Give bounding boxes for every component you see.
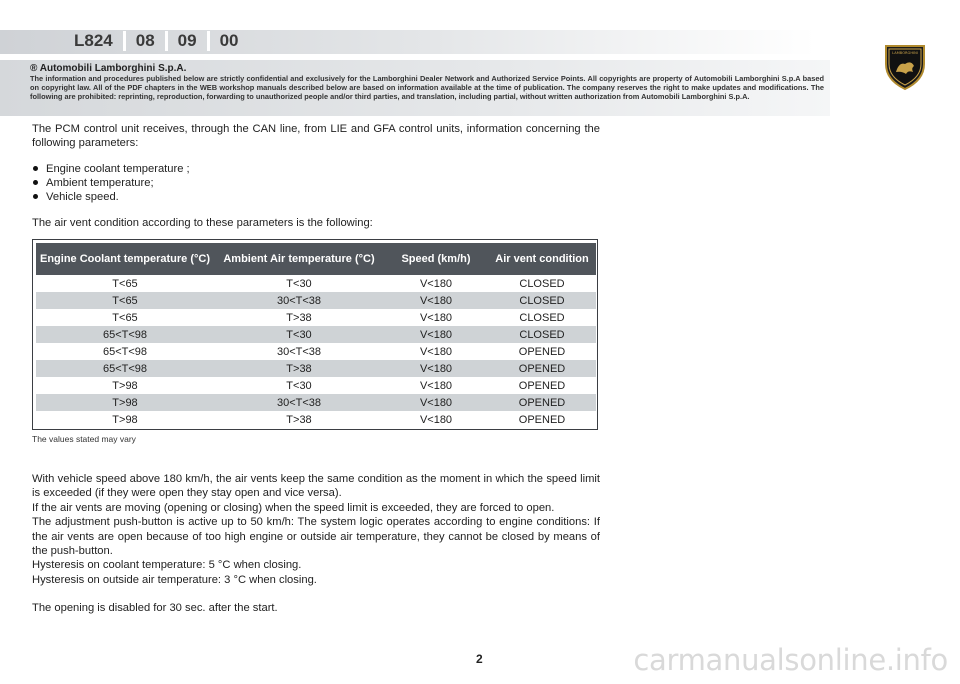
cell-speed: V<180 [384, 309, 488, 326]
header-speed: Speed (km/h) [384, 243, 488, 275]
cell-coolant: T>98 [36, 394, 214, 411]
cell-coolant: T>98 [36, 411, 214, 428]
cell-speed: V<180 [384, 292, 488, 309]
cell-condition: OPENED [488, 411, 596, 428]
cell-coolant: T>98 [36, 377, 214, 394]
cell-ambient: T>38 [214, 309, 384, 326]
cell-ambient: T<30 [214, 377, 384, 394]
table-row [36, 275, 596, 292]
table-row [36, 326, 596, 343]
intro-section [32, 122, 600, 230]
cell-ambient: T<30 [214, 275, 384, 292]
cell-ambient: T>38 [214, 411, 384, 428]
body-line-opening-disabled: The opening is disabled for 30 sec. after the start. [32, 602, 278, 615]
cell-coolant: T<65 [36, 275, 214, 292]
cell-coolant: 65<T<98 [36, 326, 214, 343]
logo-text: LAMBORGHINI [892, 51, 918, 55]
body-line-hysteresis-air: Hysteresis on outside air temperature: 3 °C when closing. [32, 573, 317, 586]
cell-condition: CLOSED [488, 275, 596, 292]
header-ambient-temp: Ambient Air temperature (°C) [214, 243, 384, 275]
cell-coolant: 65<T<98 [36, 343, 214, 360]
table-row [36, 343, 596, 360]
cell-ambient: 30<T<38 [214, 292, 384, 309]
cell-coolant: T<65 [36, 309, 214, 326]
table-row [36, 292, 596, 309]
doc-code-model: L824 [74, 31, 113, 50]
list-item: Vehicle speed. [32, 190, 600, 204]
cell-ambient: 30<T<38 [214, 394, 384, 411]
cell-condition: OPENED [488, 377, 596, 394]
table-note: The values stated may vary [32, 434, 136, 444]
cell-ambient: 30<T<38 [214, 343, 384, 360]
code-separator [207, 31, 210, 51]
watermark: carmanualsonline.info [633, 643, 948, 677]
body-line-speed-limit: With vehicle speed above 180 km/h, the air vents keep the same condition as the moment in which the speed limit is exceeded (if they were open they stay open and vice versa). [32, 473, 600, 500]
code-separator [165, 31, 168, 51]
table-row [36, 377, 596, 394]
cell-condition: CLOSED [488, 309, 596, 326]
copyright-notice [30, 63, 824, 102]
cell-ambient: T<30 [214, 326, 384, 343]
header-vent-condition: Air vent condition [488, 243, 596, 275]
cell-coolant: T<65 [36, 292, 214, 309]
copyright-title: ® Automobili Lamborghini S.p.A. [30, 63, 187, 74]
body-section [32, 472, 600, 616]
cell-condition: CLOSED [488, 326, 596, 343]
parameter-list [32, 162, 600, 204]
body-line-hysteresis-coolant: Hysteresis on coolant temperature: 5 °C when closing. [32, 559, 302, 572]
list-item: Engine coolant temperature ; [32, 162, 600, 176]
table-row [36, 411, 596, 428]
cell-speed: V<180 [384, 377, 488, 394]
code-separator [123, 31, 126, 51]
doc-code-group: 08 [135, 31, 155, 50]
table-lead: The air vent condition according to these parameters is the following: [32, 216, 373, 229]
body-spacer [32, 587, 600, 601]
air-vent-table-frame [32, 239, 598, 430]
table-row [36, 360, 596, 377]
intro-paragraph: The PCM control unit receives, through the CAN line, from LIE and GFA control units, information concerning the following parameters: [32, 123, 600, 150]
header-coolant-temp: Engine Coolant temperature (°C) [36, 243, 214, 275]
cell-speed: V<180 [384, 411, 488, 428]
cell-speed: V<180 [384, 360, 488, 377]
cell-speed: V<180 [384, 343, 488, 360]
cell-condition: CLOSED [488, 292, 596, 309]
cell-coolant: 65<T<98 [36, 360, 214, 377]
cell-condition: OPENED [488, 394, 596, 411]
cell-condition: OPENED [488, 360, 596, 377]
body-line-push-button: The adjustment push-button is active up to 50 km/h: The system logic operates according to engine conditions: If the air vents are open because of too high engine or outside air temperature, they cannot be closed by means of the push-button. [32, 516, 600, 558]
cell-condition: OPENED [488, 343, 596, 360]
cell-speed: V<180 [384, 275, 488, 292]
cell-speed: V<180 [384, 394, 488, 411]
copyright-text: The information and procedures published below are strictly confidential and exclusively for the Lamborghini Dealer Network and Authorized Service Points. All copyrights are property of Automobili Lamborghini S.p.A based on copyright law. All of the PDF chapters in the WEB workshop manuals described below are based on information available at the time of publication. The company reserves the right to make updates and modifications. The following are prohibited: reprinting, reproduction, forwarding to unauthorized people and/or third parties, and translation, including partial, without written authorization from Automobili Lamborghini S.p.A. [30, 74, 824, 102]
air-vent-table [36, 243, 596, 428]
body-line-moving: If the air vents are moving (opening or closing) when the speed limit is exceeded, they are forced to open. [32, 501, 555, 514]
doc-code-subgroup: 09 [177, 31, 197, 50]
cell-ambient: T>38 [214, 360, 384, 377]
table-row [36, 394, 596, 411]
cell-speed: V<180 [384, 326, 488, 343]
document-code [66, 31, 247, 51]
page-number: 2 [476, 652, 483, 666]
table-row [36, 309, 596, 326]
list-item: Ambient temperature; [32, 176, 600, 190]
table-header-row [36, 243, 596, 275]
bull-shield-icon [880, 42, 930, 92]
doc-code-section: 00 [219, 31, 239, 50]
